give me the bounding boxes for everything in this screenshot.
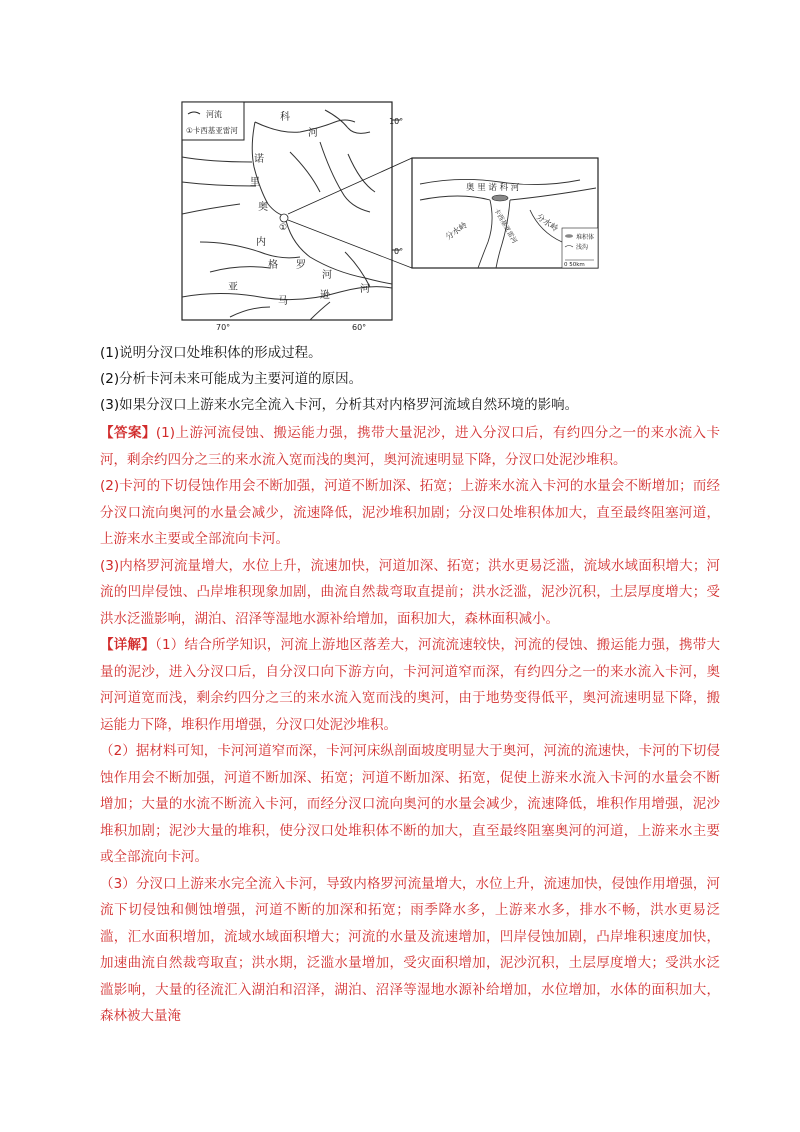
orinoco-delta (325, 110, 370, 133)
trib-s1 (290, 152, 320, 192)
trib-w2 (182, 182, 256, 186)
inset-legend-deposit-symbol (565, 234, 573, 238)
trib-w1 (182, 157, 252, 162)
amazon-char-1: 亚 (228, 282, 238, 293)
negro-char-4: 河 (322, 270, 332, 281)
detail-text-1: （1）结合所学知识，河流上游地区落差大，河流流速较快，河流的侵蚀、搬运能力强，携带大量的泥沙，进入分汊口后，自分汊口向下游方向，卡河河道窄而深，有约四分之一的来水流入卡河，奥河河道宽而浅，剩余约四分之三的来水流入宽而浅的奥河，由于地势变得低平，奥河流速明显下降，搬运能力下降，堆积作用增强，分汊口处泥沙堆积。 (100, 637, 720, 733)
negro-trib2 (210, 267, 270, 272)
site-marker-label: ① (279, 223, 288, 233)
trib-s3 (348, 154, 375, 192)
amazon-trib1 (230, 307, 270, 317)
negro-char-2: 格 (268, 260, 278, 271)
negro-river (285, 216, 392, 284)
orinoco-char-5: 河 (308, 128, 318, 139)
question-1: (1)说明分汊口处堆积体的形成过程。 (100, 345, 322, 361)
lon-60-label: 60° (352, 323, 367, 332)
negro-char-1: 内 (256, 237, 266, 248)
answer-para-2: (2)卡河的下切侵蚀作用会不断加强，河道不断加深、拓宽；上游来水流入卡河的水量会不断增加；而经分汊口流向奥河的水量会减少，流速降低，泥沙堆积加剧；分汊口处堆积体加大，直至最终阻塞河道，上游来水主要或全部流向卡河。 (100, 478, 720, 547)
amazon-trib3 (345, 252, 370, 287)
orinoco-char-2: 里 (250, 177, 260, 188)
negro-char-3: 罗 (296, 260, 306, 271)
legend-river-label: 河流 (206, 110, 222, 119)
detail-para-2: （2）据材料可知，卡河河道窄而深，卡河河床纵剖面坡度明显大于奥河，河流的流速快，卡河的下切侵蚀作用会不断加强，河道不断加深、拓宽；河道不断加深、拓宽，促使上游来水流入卡河的水量会不断增加；大量的水流不断流入卡河，而经分汊口流向奥河的水量会减少，流速降低，堆积作用增强，泥沙堆积加剧；泥沙大量的堆积，使分汊口处堆积体不断的加大，直至最终阻塞奥河的河道，上游来水主要或全部流向卡河。 (100, 743, 720, 865)
amazon-char-3: 逊 (320, 290, 330, 301)
lat-10-label: 10° (389, 117, 404, 126)
question-2: (2)分析卡河未来可能成为主要河道的原因。 (100, 371, 363, 387)
inset-scale-label: 0 50km (564, 262, 585, 268)
detail-tag: 【详解】 (100, 637, 155, 653)
negro-trib1 (200, 242, 300, 258)
amazon-char-2: 马 (278, 296, 288, 307)
trib-s2 (320, 142, 370, 212)
orinoco-char-1: 奥 (258, 202, 268, 213)
lat-0-label: 0° (394, 247, 404, 256)
map-figure (170, 92, 600, 332)
legend-site-label: ①卡西基亚雷河 (186, 126, 238, 135)
detail-para-1 (100, 632, 720, 738)
answer-text-1: (1)上游河流侵蚀、搬运能力强，携带大量泥沙，进入分汊口后，有约四分之一的来水流入卡河，剩余约四分之三的来水流入宽而浅的奥河，奥河流速明显下降，分汊口处泥沙堆积。 (100, 425, 721, 468)
document-content (100, 340, 720, 1030)
amazon-trib2 (310, 302, 330, 320)
answer-tag: 【答案】 (100, 425, 156, 441)
detail-section (100, 632, 720, 1030)
map-svg (170, 92, 600, 332)
orinoco-upper (255, 120, 355, 132)
leader-line-top (288, 158, 412, 214)
inset-legend-deposit-label: 堆积体 (576, 234, 595, 241)
inset-deposit (492, 195, 508, 201)
question-3: (3)如果分汊口上游来水完全流入卡河，分析其对内格罗河流域自然环境的影响。 (100, 397, 579, 413)
amazon-char-4: 河 (360, 284, 370, 295)
inset-legend-shoal-label: 浅沟 (576, 244, 589, 251)
leader-line-bottom (288, 220, 412, 268)
inset-watershed-2: 分水岭 (534, 212, 560, 234)
trib-w3 (182, 204, 240, 214)
orinoco-char-4: 科 (280, 112, 290, 123)
inset-casiquiare-label: 卡西基亚雷河 (492, 207, 519, 245)
lon-70-label: 70° (216, 323, 231, 332)
detail-para-3: （3）分汊口上游来水完全流入卡河，导致内格罗河流量增大，水位上升，流速加快，侵蚀作用增强，河流下切侵蚀和侧蚀增强，河道不断的加深和拓宽；雨季降水多，上游来水多，排水不畅，洪水更易泛滥，汇水面积增加，流域水域面积增大；河流的水量及流速增加，凹岸侵蚀加剧，凸岸堆积速度加快，加速曲流自然裁弯取直；洪水期，泛滥水量增加，受灾面积增加，泥沙沉积，土层厚度增大；受洪水泛滥影响，大量的径流汇入湖泊和沼泽，湖泊、沼泽等湿地水源补给增加，水位增加，水体的面积加大，森林被大量淹 (100, 875, 720, 1024)
answer-para-3: (3)内格罗河流量增大，水位上升，流速加快，河道加深、拓宽；洪水更易泛滥，流域水域面积增大；河流的凹岸侵蚀、凸岸堆积现象加剧，曲流自然裁弯取直提前；洪水泛滥，泥沙沉积，土层厚度增大；受洪水泛滥影响，湖泊、沼泽等湿地水源补给增加，面积加大，森林面积减小。 (100, 557, 720, 627)
answer-section (100, 420, 720, 632)
orinoco-char-3: 诺 (254, 154, 264, 165)
answer-para-1 (100, 420, 720, 473)
inset-orinoco-label: 奥 里 诺 科 河 (466, 183, 520, 193)
site-marker (280, 214, 288, 222)
inset-watershed-1: 分水岭 (443, 220, 469, 242)
